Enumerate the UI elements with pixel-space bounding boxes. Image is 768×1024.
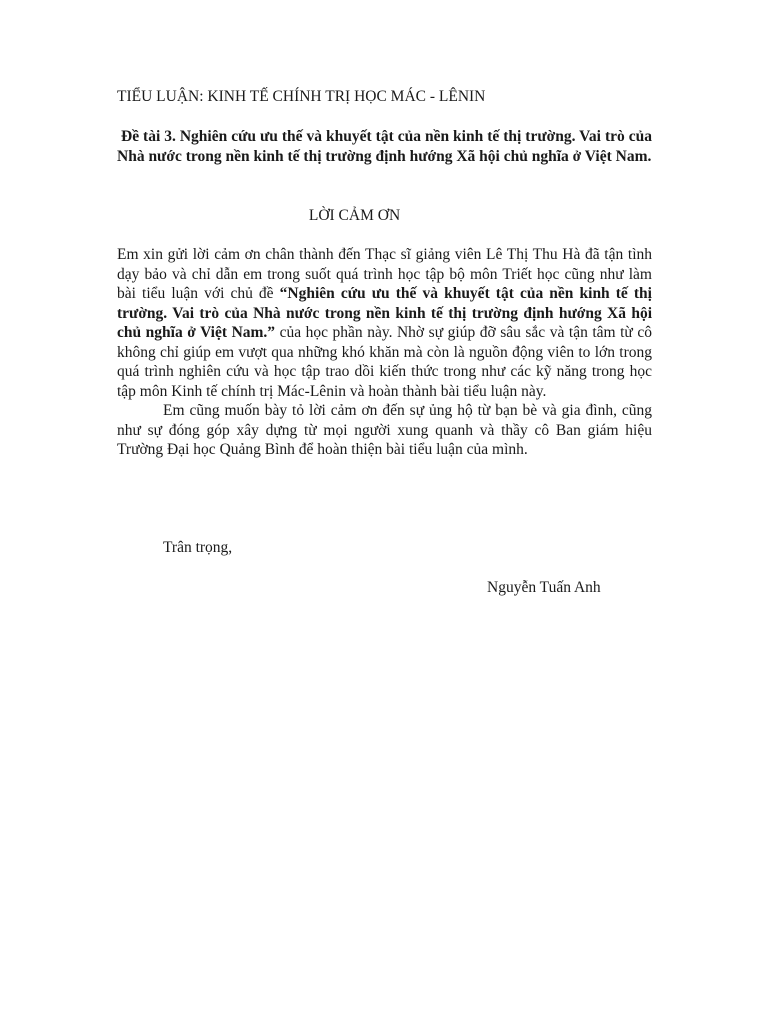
- paragraph-1-lead: Em xin gửi lời cảm ơn chân thành đến Thạc sĩ giảng viên Lê Thị Thu Hà đã tận tình dạy bảo và chỉ dẫn em trong suốt quá trình học tập bộ môn Triết học cũng như làm bài tiểu luận với chủ đề: [117, 246, 652, 302]
- paragraph-1-rest: của học phần này. Nhờ sự giúp đỡ sâu sắc và tận tâm từ cô không chỉ giúp em vượt qua những khó khăn mà còn là nguồn động viên to lớn trong quá trình nghiên cứu và học tập trao dồi kiến thức trong như các kỹ năng trong học tập môn Kinh tế chính trị Mác-Lênin và hoàn thành bài tiểu luận này.: [117, 324, 652, 400]
- document-header: TIỂU LUẬN: KINH TẾ CHÍNH TRỊ HỌC MÁC - LÊNIN: [117, 88, 486, 105]
- closing-salutation: Trân trọng,: [163, 539, 233, 556]
- paragraph-1-topic-quote: “Nghiên cứu ưu thế và khuyết tật của nền kinh tế thị trường. Vai trò của Nhà nước trong nền kinh tế thị trường định hướng Xã hội chủ nghĩa ở Việt Nam.”: [117, 285, 652, 341]
- author-signature: Nguyễn Tuấn Anh: [487, 579, 601, 596]
- topic-heading: [117, 127, 652, 167]
- paragraph-2: Em cũng muốn bày tỏ lời cảm ơn đến sự ủng hộ từ bạn bè và gia đình, cũng như sự đóng góp xây dựng từ mọi người xung quanh và thầy cô Ban giám hiệu Trường Đại học Quảng Bình để hoàn thiện bài tiểu luận của mình.: [117, 402, 652, 458]
- topic-text: Đề tài 3. Nghiên cứu ưu thế và khuyết tật của nền kinh tế thị trường. Vai trò của Nhà nước trong nền kinh tế thị trường định hướng Xã hội chủ nghĩa ở Việt Nam.: [117, 128, 652, 165]
- acknowledgement-body: [117, 245, 652, 460]
- paragraph-1: [117, 245, 652, 401]
- acknowledgement-title: LỜI CẢM ƠN: [308, 207, 401, 224]
